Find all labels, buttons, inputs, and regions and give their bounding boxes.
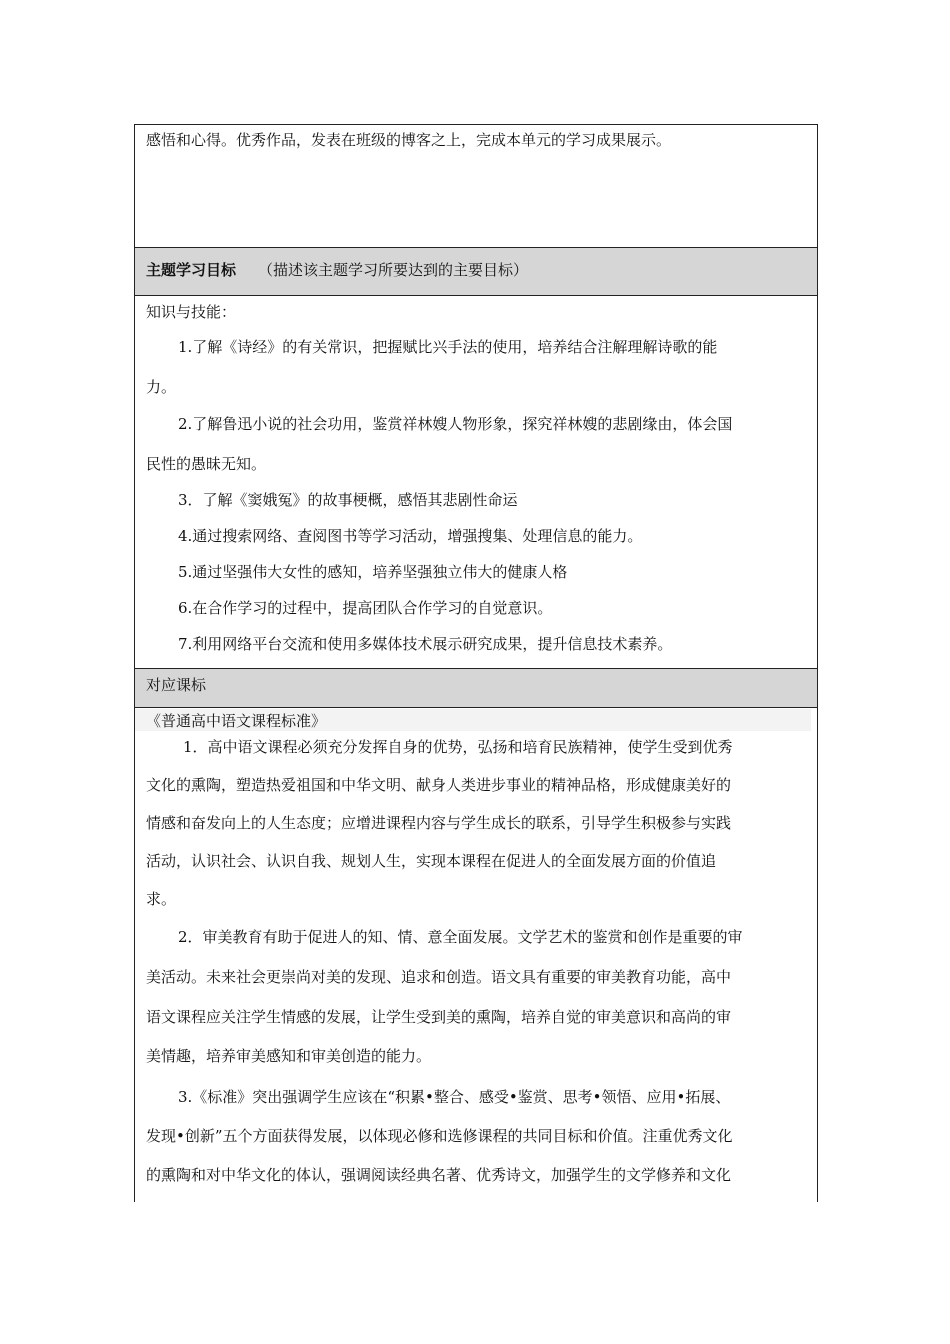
- lesson-plan-table: [134, 124, 818, 1202]
- goal-line: 2.了解鲁迅小说的社会功用，鉴赏祥林嫂人物形象，探究祥林嫂的悲剧缘由，体会国: [178, 415, 733, 433]
- standards-header-row: [135, 669, 817, 708]
- outcome-text: 感悟和心得。优秀作品，发表在班级的博客之上，完成本单元的学习成果展示。: [146, 131, 672, 149]
- goals-hint: （描述该主题学习所要达到的主要目标）: [258, 261, 529, 279]
- goals-row: [135, 296, 817, 669]
- goal-line: 民性的愚昧无知。: [146, 455, 267, 473]
- standards-source: 《普通高中语文课程标准》: [146, 712, 327, 730]
- standard-line: 情感和奋发向上的人生态度；应增进课程内容与学生成长的联系，引导学生积极参与实践: [146, 814, 732, 832]
- standard-line: 美活动。未来社会更崇尚对美的发现、追求和创造。语文具有重要的审美教育功能，高中: [146, 968, 732, 986]
- goal-line: 1.了解《诗经》的有关常识，把握赋比兴手法的使用，培养结合注解理解诗歌的能: [178, 338, 718, 356]
- standard-line: 1．高中语文课程必须充分发挥自身的优势，弘扬和培育民族精神，使学生受到优秀: [183, 738, 733, 756]
- goals-header-row: [135, 248, 817, 296]
- standard-line: 活动，认识社会、认识自我、规划人生，实现本课程在促进人的全面发展方面的价值追: [146, 852, 717, 870]
- standard-line: 发现•创新”五个方面获得发展，以体现必修和选修课程的共同目标和价值。注重优秀文化: [146, 1127, 733, 1145]
- standard-line: 的熏陶和对中华文化的体认，强调阅读经典名著、优秀诗文，加强学生的文学修养和文化: [146, 1166, 732, 1184]
- standard-line: 2．审美教育有助于促进人的知、情、意全面发展。文学艺术的鉴赏和创作是重要的审: [178, 928, 743, 946]
- standards-title: 对应课标: [146, 676, 207, 694]
- standard-line: 语文课程应关注学生情感的发展，让学生受到美的熏陶，培养自觉的审美意识和高尚的审: [146, 1008, 732, 1026]
- goal-line: 4.通过搜索网络、查阅图书等学习活动，增强搜集、处理信息的能力。: [178, 527, 643, 545]
- standard-line: 3.《标准》突出强调学生应该在“积累•整合、感受•鉴赏、思考•领悟、应用•拓展、: [178, 1088, 731, 1106]
- standards-row: [135, 708, 817, 1202]
- standard-line: 文化的熏陶，塑造热爱祖国和中华文明、献身人类进步事业的精神品格，形成健康美好的: [146, 776, 732, 794]
- outcome-row: [135, 125, 817, 248]
- standard-line: 美情趣，培养审美感知和审美创造的能力。: [146, 1047, 432, 1065]
- goal-line: 6.在合作学习的过程中，提高团队合作学习的自觉意识。: [178, 599, 553, 617]
- standard-line: 求。: [146, 890, 177, 908]
- goals-intro: 知识与技能：: [146, 303, 237, 321]
- goal-line: 5.通过坚强伟大女性的感知，培养坚强独立伟大的健康人格: [178, 563, 568, 581]
- goal-line: 7.利用网络平台交流和使用多媒体技术展示研究成果，提升信息技术素养。: [178, 635, 673, 653]
- goals-title: 主题学习目标: [146, 261, 237, 279]
- goals-header: [146, 260, 807, 280]
- goal-line: 3．了解《窦娥冤》的故事梗概，感悟其悲剧性命运: [178, 491, 518, 509]
- goal-line: 力。: [146, 378, 177, 396]
